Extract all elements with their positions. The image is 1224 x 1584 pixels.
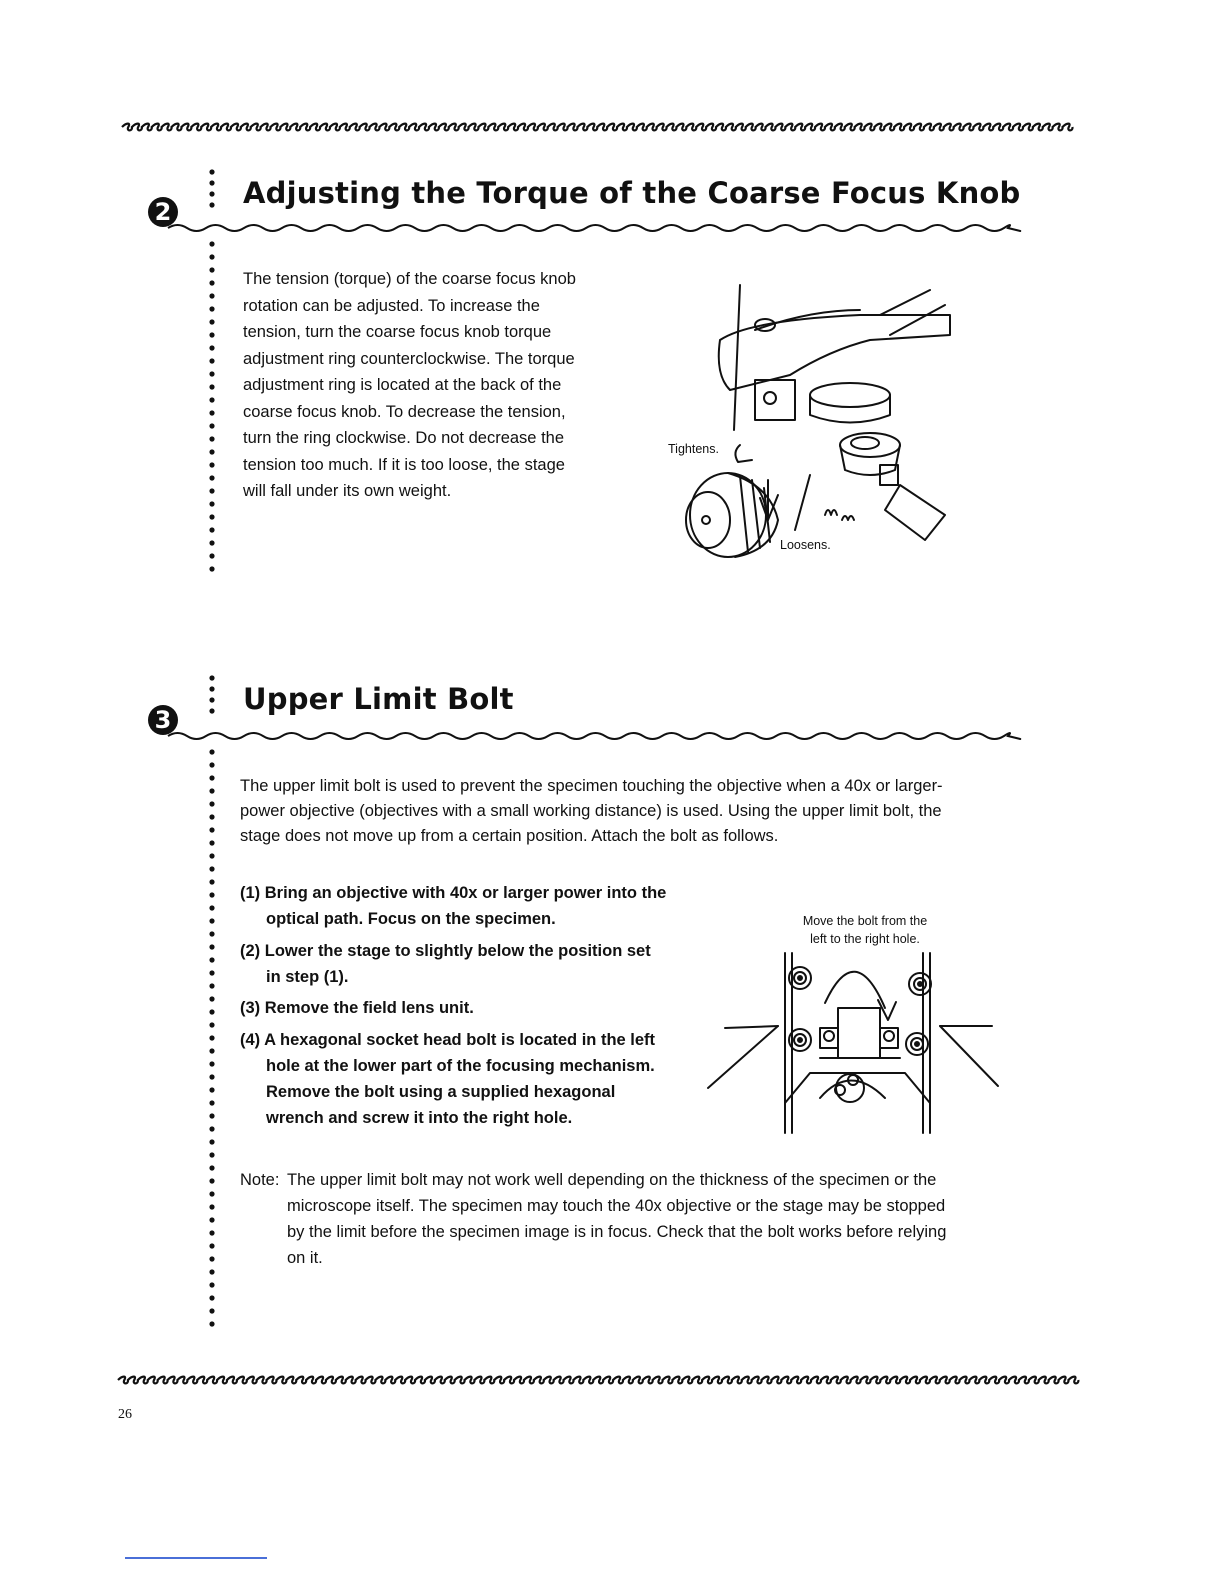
note-line: on it. [287,1249,323,1267]
paragraph-line: tension, turn the coarse focus knob torque [243,323,552,341]
upper-limit-bolt-illustration [700,948,1000,1138]
margin-dot [209,788,214,793]
margin-dot [209,1269,214,1274]
step-4 [240,1027,655,1131]
step-number: (3) [240,999,261,1017]
margin-dot [209,1100,214,1105]
bolt-figure-caption [780,912,950,948]
margin-dot [209,384,214,389]
margin-dot [209,853,214,858]
margin-dot [209,553,214,558]
margin-dot [209,827,214,832]
margin-dot [209,488,214,493]
margin-dot [209,996,214,1001]
margin-dot [209,814,214,819]
paragraph-line: rotation can be adjusted. To increase the [243,296,540,315]
margin-dot [209,332,214,337]
note-line: by the limit before the specimen image is in focus. Check that the bolt works before relying [287,1223,947,1241]
margin-dot [209,501,214,506]
margin-dot [209,254,214,259]
margin-dot [209,1191,214,1196]
step-3 [240,995,474,1021]
margin-dot [209,423,214,428]
margin-dot [209,293,214,298]
paragraph-line: adjustment ring is located at the back of the [243,376,562,394]
margin-dot [209,944,214,949]
step-2 [240,938,651,990]
margin-dot [209,1087,214,1092]
margin-dot [209,1243,214,1248]
margin-dot [209,1282,214,1287]
margin-dot [209,514,214,519]
section2-title: Adjusting the Torque of the Coarse Focus Knob [243,176,1021,210]
label-tightens: Tightens. [668,442,719,456]
margin-dot [209,1139,214,1144]
intro-line: The upper limit bolt is used to prevent the specimen touching the objective when a 40x or larger- [240,777,943,795]
label-loosens: Loosens. [780,538,831,552]
margin-dot [209,267,214,272]
paragraph-line: will fall under its own weight. [243,482,452,500]
bottom-wavy-border [118,1377,1078,1384]
margin-dot [209,566,214,571]
margin-dot [209,931,214,936]
intro-line: stage does not move up from a certain position. Attach the bolt as follows. [240,827,779,845]
step-1 [240,880,666,932]
margin-dot [209,918,214,923]
paragraph-line: turn the ring clockwise. Do not decrease the [243,429,565,447]
margin-dot [209,1217,214,1222]
margin-dot [209,202,214,207]
section2-number-badge: 2 [148,197,178,227]
coarse-focus-knob-illustration [660,280,960,570]
section3-intro [240,774,1040,849]
margin-dot [209,371,214,376]
margin-dot [209,345,214,350]
margin-dot [209,1321,214,1326]
margin-dot [209,708,214,713]
step-number: (4) [240,1031,261,1049]
section3-title: Upper Limit Bolt [243,682,514,716]
margin-dot [209,475,214,480]
margin-dot [209,540,214,545]
caption-line: left to the right hole. [810,932,920,946]
margin-dot [209,1048,214,1053]
margin-dot [209,957,214,962]
paragraph-line: tension too much. If it is too loose, the stage [243,455,565,474]
margin-dot [209,180,214,185]
step-line: wrench and screw it into the right hole. [266,1109,573,1127]
step-line: Bring an objective with 40x or larger power into the [264,884,667,902]
section3-heading-underline [168,733,1020,739]
margin-dot [209,879,214,884]
margin-dot [209,840,214,845]
paragraph-line: adjustment ring counterclockwise. The torque [243,349,575,368]
margin-dot [209,1009,214,1014]
step-line: in step (1). [266,968,349,986]
section2-heading-underline [168,225,1020,231]
margin-dot [209,675,214,680]
margin-dot [209,1178,214,1183]
margin-dot [209,280,214,285]
margin-dot [209,1295,214,1300]
margin-dot [209,1256,214,1261]
section3-number-badge: 3 [148,705,178,735]
section3-note [240,1167,1030,1271]
step-line: A hexagonal socket head bolt is located in the left [264,1031,656,1049]
step-line: Remove the bolt using a supplied hexagonal [266,1083,616,1101]
margin-dot [209,749,214,754]
margin-dot [209,1126,214,1131]
margin-dot [209,1022,214,1027]
margin-dot [209,241,214,246]
margin-dot [209,970,214,975]
margin-dot [209,866,214,871]
margin-dot [209,775,214,780]
margin-dot [209,905,214,910]
margin-dot [209,697,214,702]
caption-line: Move the bolt from the [802,914,928,928]
margin-dot [209,686,214,691]
margin-dot [209,436,214,441]
step-line: hole at the lower part of the focusing mechanism. [266,1057,655,1075]
margin-dot [209,1204,214,1209]
paragraph-line: coarse focus knob. To decrease the tension, [243,402,566,421]
step-line: Lower the stage to slightly below the position set [264,942,651,960]
margin-dot [209,358,214,363]
margin-dot [209,319,214,324]
margin-dot [209,1308,214,1313]
margin-dot [209,1035,214,1040]
bottom-link-underline [125,1557,267,1559]
step-line: Remove the field lens unit. [264,999,474,1017]
step-number: (2) [240,942,261,960]
margin-dot [209,449,214,454]
margin-dot [209,462,214,467]
top-wavy-border [122,124,1072,131]
margin-dot [209,397,214,402]
margin-dot [209,801,214,806]
note-line: microscope itself. The specimen may touch the 40x objective or the stage may be stopped [287,1197,946,1215]
margin-dot [209,191,214,196]
margin-dot [209,1165,214,1170]
margin-dot [209,1113,214,1118]
margin-dot [209,1152,214,1157]
margin-dot [209,1074,214,1079]
page-number: 26 [118,1407,132,1422]
section2-paragraph [243,266,643,505]
margin-dot [209,1061,214,1066]
paragraph-line: The tension (torque) of the coarse focus knob [243,270,576,288]
margin-dot [209,892,214,897]
step-line: optical path. Focus on the specimen. [266,910,556,928]
intro-line: power objective (objectives with a small working distance) is used. Using the upper limit bolt, the [240,802,942,820]
margin-dot [209,1230,214,1235]
margin-dot [209,983,214,988]
margin-dot [209,527,214,532]
note-body [240,1167,1030,1271]
margin-dot [209,410,214,415]
note-label: Note: [240,1171,280,1189]
margin-dot [209,306,214,311]
step-number: (1) [240,884,261,902]
margin-dot [209,762,214,767]
margin-dot [209,169,214,174]
note-line: The upper limit bolt may not work well depending on the thickness of the specimen or the [287,1171,937,1189]
margin-dot-rule [209,169,214,1326]
